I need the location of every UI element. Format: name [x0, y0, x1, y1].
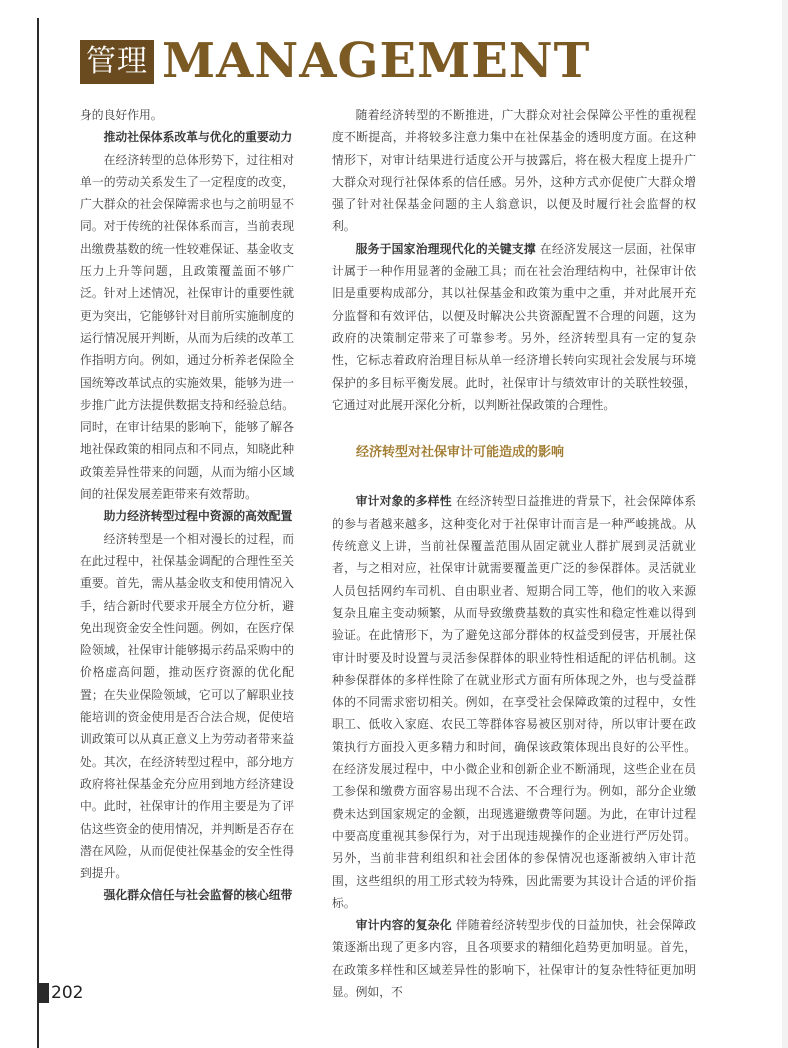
paragraph [332, 914, 696, 1003]
page-number-marker [37, 983, 49, 1003]
section-header [80, 33, 591, 89]
paragraph-text: 在经济发展这一层面，社保审计属于一种作用显著的金融工具；而在社会治理结构中，社保审计依旧是重要构成部分，其以社保基金和政策为重中之重，并对此展开充分监督和有效评估，以便及时解决公共资源配置不合理的问题，这为政府的决策制定带来了可靠参考。另外，经济转型具有一定的复杂性，它标志着政府治理目标从单一经济增长转向实现社会发展与环境保护的多目标平衡发展。此时，社保审计与绩效审计的关联性较强，它通过对此展开深化分析，以判断社保政策的合理性。 [332, 241, 696, 412]
subheading: 推动社保体系改革与优化的重要动力 [103, 130, 293, 145]
header-badge: 管理 [80, 40, 154, 84]
paragraph: 随着经济转型的不断推进，广大群众对社会保障公平性的重视程度不断提高，并将较多注意力集中在社保基金的透明度方面。在这种情形下，对审计结果进行适度公开与披露后，将在极大程度上提升广大群众对现行社保体系的信任感。另外，这种方式亦促使广大群众增强了针对社保基金问题的主人翁意识，以便及时履行社会监督的权利。 [332, 108, 696, 234]
subheading: 强化群众信任与社会监督的核心纽带 [103, 888, 293, 903]
subheading: 助力经济转型过程中资源的高效配置 [103, 509, 293, 524]
paragraph-text: 在经济转型日益推进的背景下，社会保障体系的参与者越来越多，这种变化对于社保审计而言是一种严峻挑战。从传统意义上讲，当前社保覆盖范围从固定就业人群扩展到灵活就业者，与之相对应，社保审计就需要覆盖更广泛的参保群体。灵活就业人员包括网约车司机、自由职业者、短期合同工等，他们的收入来源复杂且雇主变动频繁，从而导致缴费基数的真实性和稳定性难以得到验证。在此情形下，为了避免这部分群体的权益受到侵害，开展社保审计时要及时设置与灵活参保群体的职业特性相适配的评估机制。这种参保群体的多样性除了在就业形式方面有所体现之外，也与受益群体的不同需求密切相关。例如，在享受社会保障政策的过程中，女性职工、低收入家庭、农民工等群体容易被区别对待，所以审计要在政策执行方面投入更多精力和时间，确保该政策体现出良好的公平性。在经济发展过程中，中小微企业和创新企业不断涌现，这些企业在员工参保和缴费方面容易出现不合法、不合理行为。例如，部分企业缴费未达到国家规定的金额，出现逃避缴费等问题。为此，在审计过程中要高度重视其参保行为，对于出现违规操作的企业进行严厉处罚。另外，当前非营利组织和社会团体的参保情况也逐渐被纳入审计范围，这些组织的用工形式较为特殊，因此需要为其设计合适的评价指标。 [332, 494, 696, 910]
header-word: MANAGEMENT [162, 33, 591, 89]
paragraph-lead-heading: 服务于国家治理现代化的关键支撑 [355, 241, 536, 256]
page-edge-shadow [782, 0, 788, 1048]
paragraph-lead-heading: 审计对象的多样性 [355, 494, 452, 509]
paragraph-lead-heading: 审计内容的复杂化 [355, 918, 452, 933]
paragraph: 身的良好作用。 [80, 108, 163, 122]
page-number [37, 983, 83, 1003]
paragraph: 在经济转型的总体形势下，过往相对单一的劳动关系发生了一定程度的改变，广大群众的社会保障需求也与之前明显不同。对于传统的社保体系而言，当前表现出缴费基数的统一性较难保证、基金收支压力上升等问题，且政策覆盖面不够广泛。针对上述情况，社保审计的重要性就更为突出，它能够针对目前所实施制度的运行情况展开判断，从而为后续的改革工作指明方向。例如，通过分析养老保险全国统筹改革试点的实施效果，能够为进一步推广此方法提供数据支持和经验总结。同时，在审计结果的影响下，能够了解各地社保政策的相同点和不同点，知晓此种政策差异性带来的问题，从而为缩小区域间的社保发展差距带来有效帮助。 [80, 152, 294, 502]
page-number-text: 202 [51, 983, 84, 1003]
paragraph [332, 238, 696, 416]
right-column [332, 104, 696, 1003]
left-column [80, 104, 294, 907]
paragraph: 经济转型是一个相对漫长的过程，而在此过程中，社保基金调配的合理性至关重要。首先，需从基金收支和使用情况入手，结合新时代要求开展全方位分析，避免出现资金安全性问题。例如，在医疗保险领域，社保审计能够揭示药品采购中的价格虚高问题，推动医疗资源的优化配置；在失业保险领域，它可以了解职业技能培训的资金使用是否合法合规，促使培训政策可以从真正意义上为劳动者带来益处。其次，在经济转型过程中，部分地方政府将社保基金充分应用到地方经济建设中。此时，社保审计的作用主要是为了评估这些资金的使用情况，并判断是否存在潜在风险，从而促使社保基金的安全性得到提升。 [80, 531, 294, 881]
paragraph-text: 伴随着经济转型步伐的日益加快，社会保障政策逐渐出现了更多内容，且各项要求的精细化趋势更加明显。首先，在政策多样性和区域差异性的影响下，社保审计的复杂性特征更加明显。例如，不 [332, 918, 696, 999]
section-title: 经济转型对社保审计可能造成的影响 [356, 445, 565, 461]
paragraph [332, 490, 696, 914]
left-margin-rule [37, 18, 39, 1048]
